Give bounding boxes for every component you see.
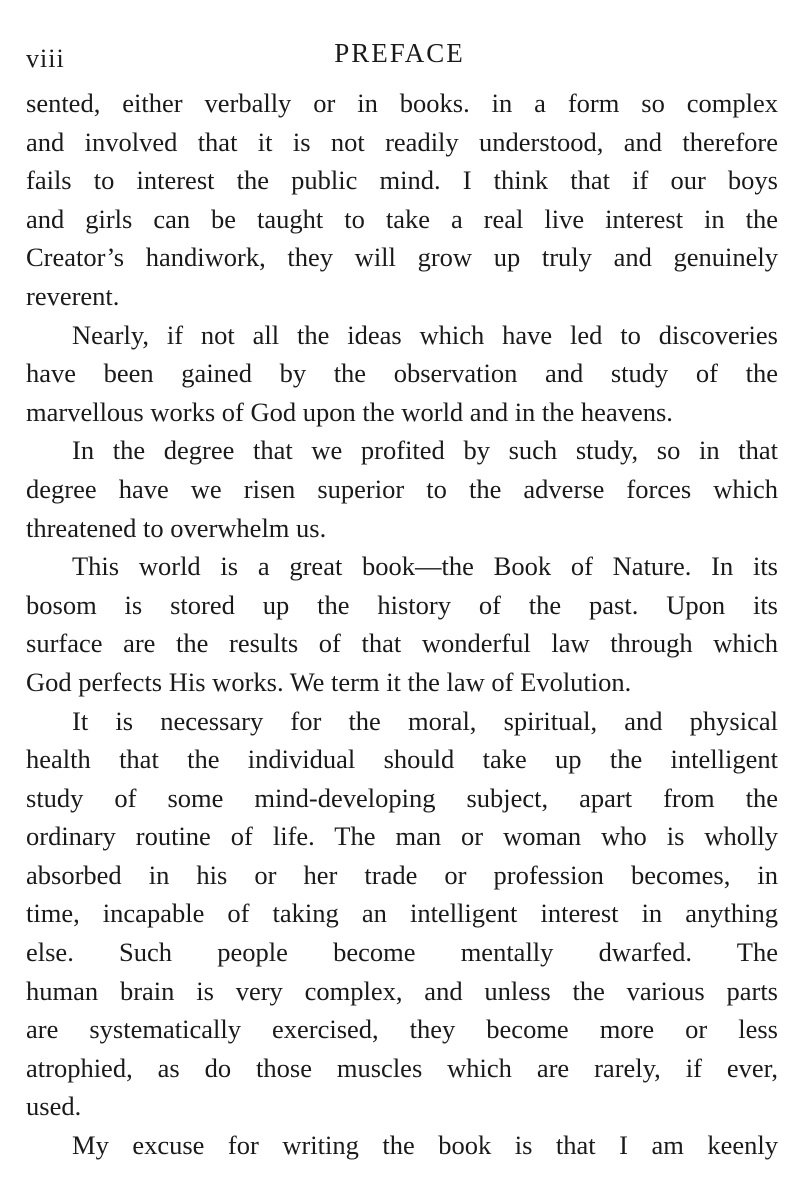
paragraph: [26, 547, 778, 701]
running-title: PREFACE: [334, 38, 465, 68]
text-line: threatened to overwhelm us.: [26, 512, 327, 543]
text-line: human brain is very complex, and unless the various parts: [26, 975, 778, 1006]
text-line: sented, either verbally or in books. in a form so complex: [26, 88, 778, 118]
text-line: Creator’s handiwork, they will grow up truly and genuinely: [26, 242, 778, 273]
paragraph: [26, 1126, 778, 1165]
text-line: My excuse for writing the book is that I am keenly: [72, 1130, 778, 1161]
text-line: fails to interest the public mind. I think that if our boys: [26, 165, 778, 196]
paragraph: [26, 702, 778, 1127]
text-line: ordinary routine of life. The man or woman who is wholly: [26, 821, 778, 852]
text-line: bosom is stored up the history of the past. Upon its: [26, 589, 778, 620]
text-line: degree have we risen superior to the adverse forces which: [26, 473, 778, 504]
text-line: study of some mind-developing subject, apart from the: [26, 782, 778, 813]
text-line: marvellous works of God upon the world and in the heavens.: [26, 396, 673, 427]
text-line: and involved that it is not readily understood, and therefore: [26, 126, 778, 157]
text-line: have been gained by the observation and study of the: [26, 358, 778, 389]
paragraph: [26, 84, 778, 316]
body-text: [26, 84, 778, 1165]
text-line: used.: [26, 1091, 82, 1122]
text-line: Nearly, if not all the ideas which have led to discoveries: [72, 319, 778, 350]
paragraph: [26, 316, 778, 432]
page-header: [26, 38, 773, 74]
text-line: and girls can be taught to take a real live interest in the: [26, 203, 778, 234]
text-line: health that the individual should take up the intelligent: [26, 744, 778, 775]
text-line: are systematically exercised, they become more or less: [26, 1014, 778, 1045]
text-line: In the degree that we profited by such study, so in that: [72, 435, 778, 466]
text-line: else. Such people become mentally dwarfed. The: [26, 937, 778, 968]
text-line: surface are the results of that wonderful law through which: [26, 628, 778, 659]
text-line: atrophied, as do those muscles which are rarely, if ever,: [26, 1052, 778, 1083]
text-line: It is necessary for the moral, spiritual, and physical: [72, 705, 778, 736]
text-line: reverent.: [26, 280, 120, 311]
text-line: This world is a great book—the Book of Nature. In its: [72, 551, 778, 582]
text-line: God perfects His works. We term it the law of Evolution.: [26, 666, 632, 697]
text-line: absorbed in his or her trade or profession becomes, in: [26, 859, 778, 890]
page-number: viii: [26, 44, 65, 73]
paragraph: [26, 431, 778, 547]
text-line: time, incapable of taking an intelligent interest in anything: [26, 898, 778, 929]
